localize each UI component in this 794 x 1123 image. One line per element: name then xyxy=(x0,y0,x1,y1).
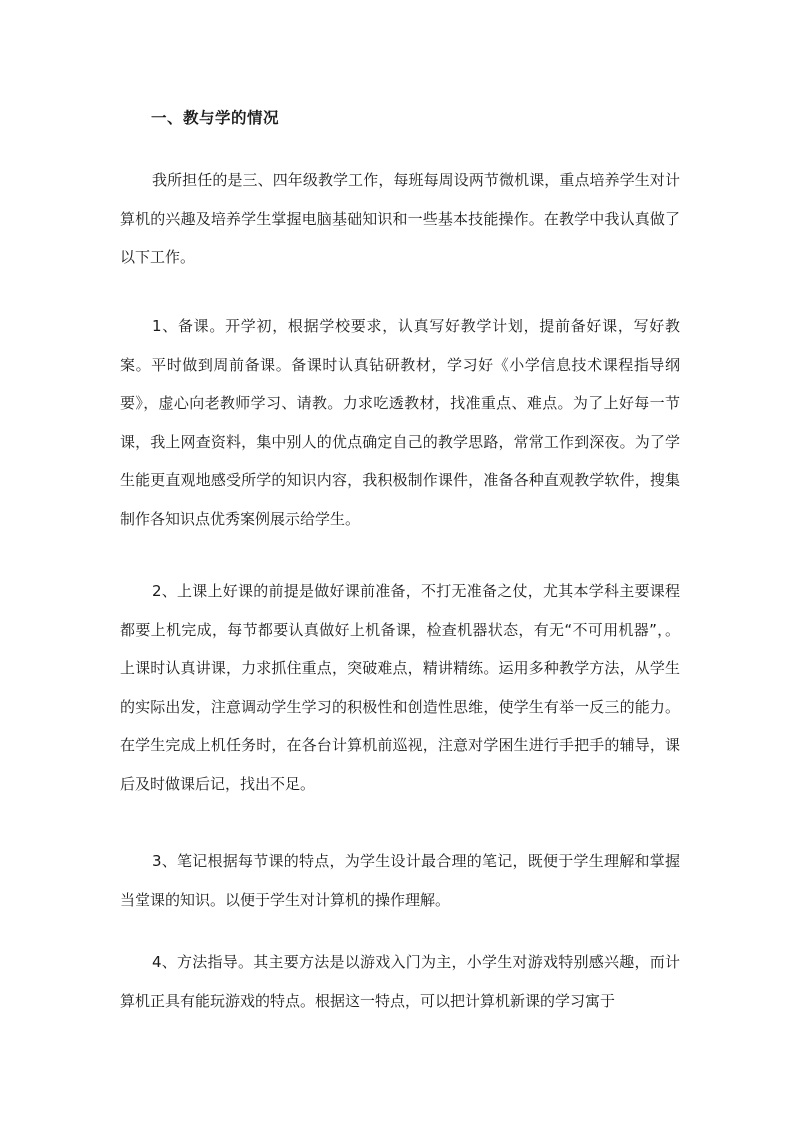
paragraph-method: 4、方法指导。其主要方法是以游戏入门为主，小学生对游戏特别感兴趣，而计算机正具有能玩游戏的特点。根据这一特点，可以把计算机新课的学习寓于 xyxy=(120,953,680,1010)
paragraph-lesson-prep: 1、备课。开学初，根据学校要求，认真写好教学计划，提前备好课，写好教案。平时做到周前备课。备课时认真钻研教材，学习好《小学信息技术课程指导纲要》，虚心向老教师学习、请教。力求吃透教材，找准重点、难点。为了上好每一节课，我上网查资料，集中别人的优点确定自己的教学思路，常常工作到深夜。为了学生能更直观地感受所学的知识内容，我积极制作课件，准备各种直观教学软件，搜集制作各知识点优秀案例展示给学生。 xyxy=(120,317,680,528)
section-heading: 一、教与学的情况 xyxy=(151,109,280,127)
paragraph-notes: 3、笔记根据每节课的特点，为学生设计最合理的笔记，既便于学生理解和掌握当堂课的知识。以便于学生对计算机的操作理解。 xyxy=(120,852,680,909)
paragraph-intro: 我所担任的是三、四年级教学工作，每班每周设两节微机课，重点培养学生对计算机的兴趣及培养学生掌握电脑基础知识和一些基本技能操作。在教学中我认真做了以下工作。 xyxy=(120,171,680,266)
paragraph-teaching: 2、上课上好课的前提是做好课前准备，不打无准备之仗，尤其本学科主要课程都要上机完成，每节都要认真做好上机备课，检查机器状态，有无“不可用机器”，。上课时认真讲课，力求抓住重点，突破难点，精讲精练。运用多种教学方法，从学生的实际出发，注意调动学生学习的积极性和创造性思维，使学生有举一反三的能力。在学生完成上机任务时，在各台计算机前巡视，注意对学困生进行手把手的辅导，课后及时做课后记，找出不足。 xyxy=(120,582,680,793)
